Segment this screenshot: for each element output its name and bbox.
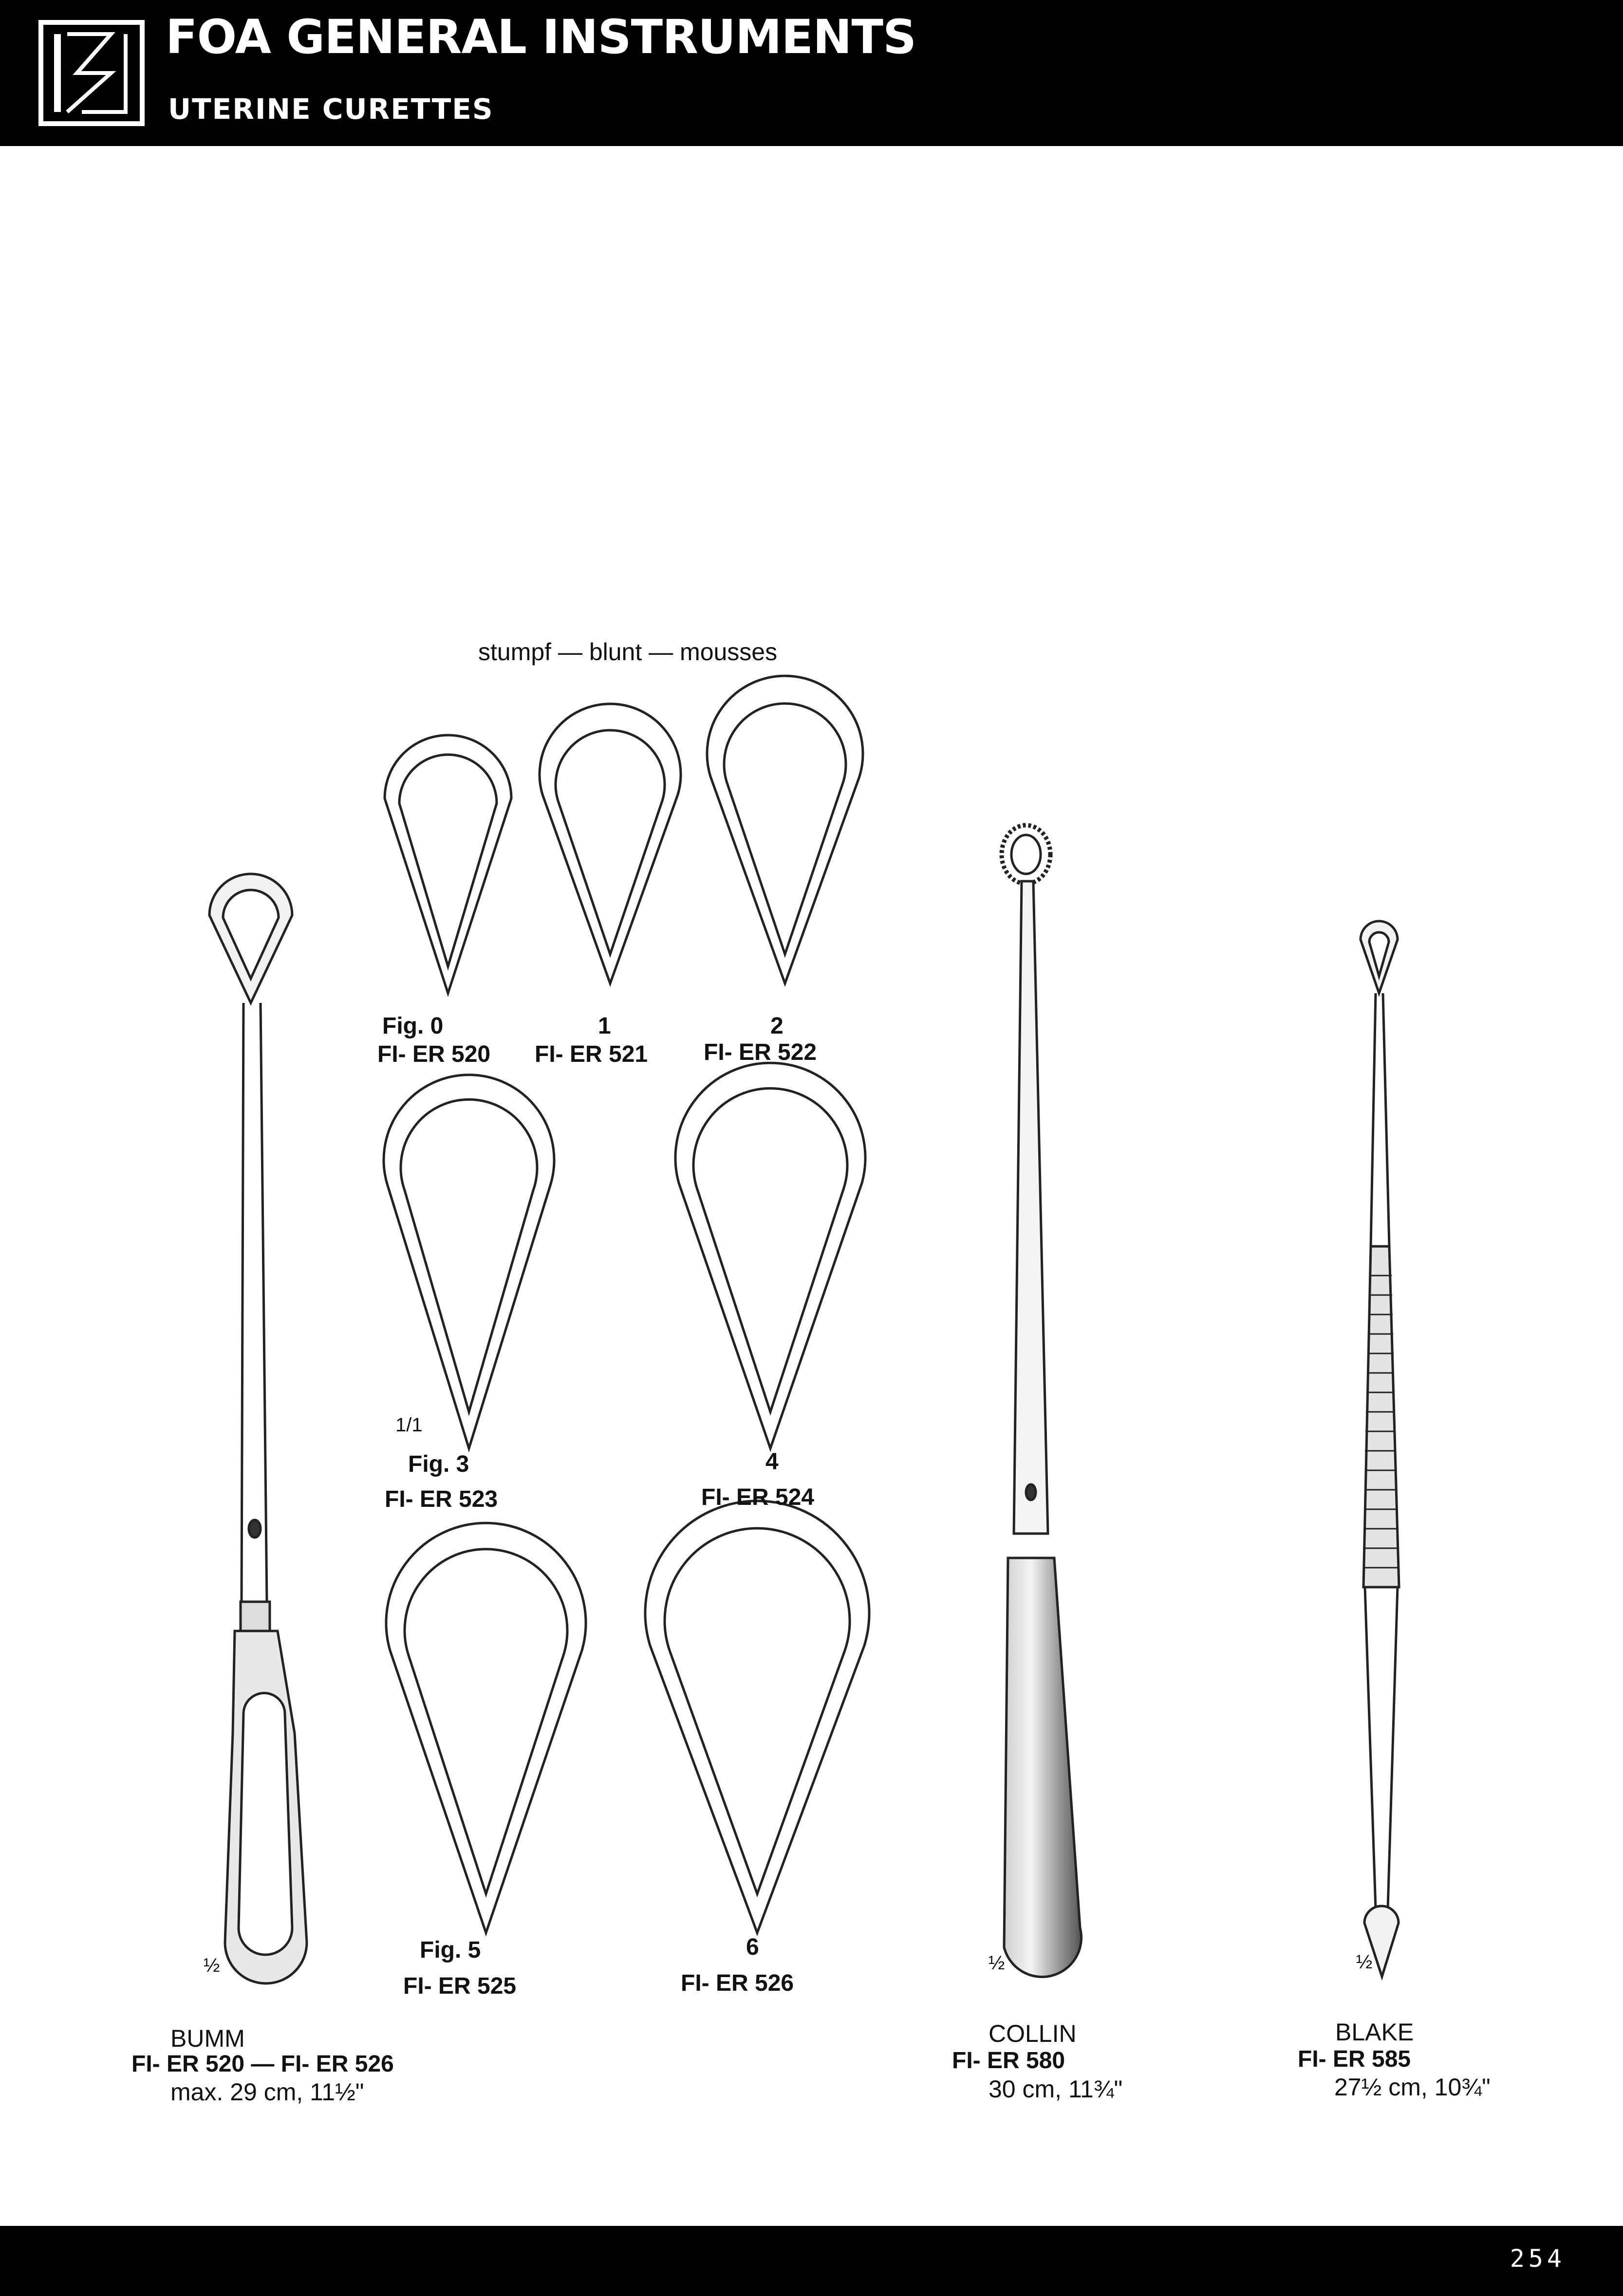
blake-curette-icon	[1361, 921, 1399, 1977]
figure-code: FI- ER 525	[403, 1973, 517, 1999]
instrument-scale: ½	[989, 1952, 1005, 1974]
blade-fig-3-icon	[384, 1075, 554, 1448]
blade-fig-0-icon	[385, 735, 511, 993]
instrument-size: 30 cm, 11¾"	[989, 2075, 1123, 2103]
blade-fig-4-icon	[675, 1063, 865, 1448]
instrument-code: FI- ER 580	[952, 2048, 1065, 2074]
figure-code: FI- ER 522	[704, 1039, 817, 1065]
figure-label: Fig. 3	[408, 1451, 469, 1477]
figure-scale: 1/1	[395, 1414, 423, 1436]
instrument-size: max. 29 cm, 11½"	[170, 2078, 364, 2106]
blade-fig-1-icon	[540, 704, 681, 983]
footer-bar	[0, 2226, 1623, 2296]
instrument-size: 27½ cm, 10¾"	[1334, 2074, 1491, 2101]
figure-code: FI- ER 524	[701, 1484, 815, 1510]
blade-fig-5-icon	[386, 1523, 586, 1933]
blade-fig-2-icon	[707, 676, 863, 983]
instrument-scale: ½	[1356, 1951, 1373, 1973]
instrument-name: BUMM	[170, 2025, 245, 2052]
figure-label: 2	[770, 1013, 784, 1039]
brand-title: FOA GENERAL INSTRUMENTS	[166, 10, 916, 64]
figure-code: FI- ER 526	[681, 1970, 794, 1996]
section-title: UTERINE CURETTES	[168, 93, 494, 126]
bumm-curette-icon	[209, 874, 307, 1983]
instrument-name: BLAKE	[1335, 2018, 1414, 2046]
figure-label: Fig. 0	[382, 1013, 444, 1039]
blade-heading: stumpf — blunt — mousses	[478, 638, 778, 666]
figure-code: FI- ER 520	[377, 1041, 491, 1067]
figure-label: 6	[746, 1934, 759, 1960]
figure-label: Fig. 5	[420, 1937, 481, 1963]
instrument-code: FI- ER 585	[1298, 2046, 1411, 2072]
figure-label: 4	[765, 1449, 779, 1475]
instrument-code: FI- ER 520 — FI- ER 526	[131, 2051, 394, 2077]
instrument-name: COLLIN	[989, 2020, 1077, 2047]
blade-fig-6-icon	[645, 1501, 869, 1933]
instrument-scale: ½	[204, 1955, 220, 1976]
figure-code: FI- ER 523	[385, 1486, 498, 1512]
figure-code: FI- ER 521	[535, 1041, 648, 1067]
figure-label: 1	[598, 1013, 611, 1039]
collin-curette-icon	[1002, 825, 1082, 1977]
page-number: 254	[1510, 2244, 1566, 2273]
